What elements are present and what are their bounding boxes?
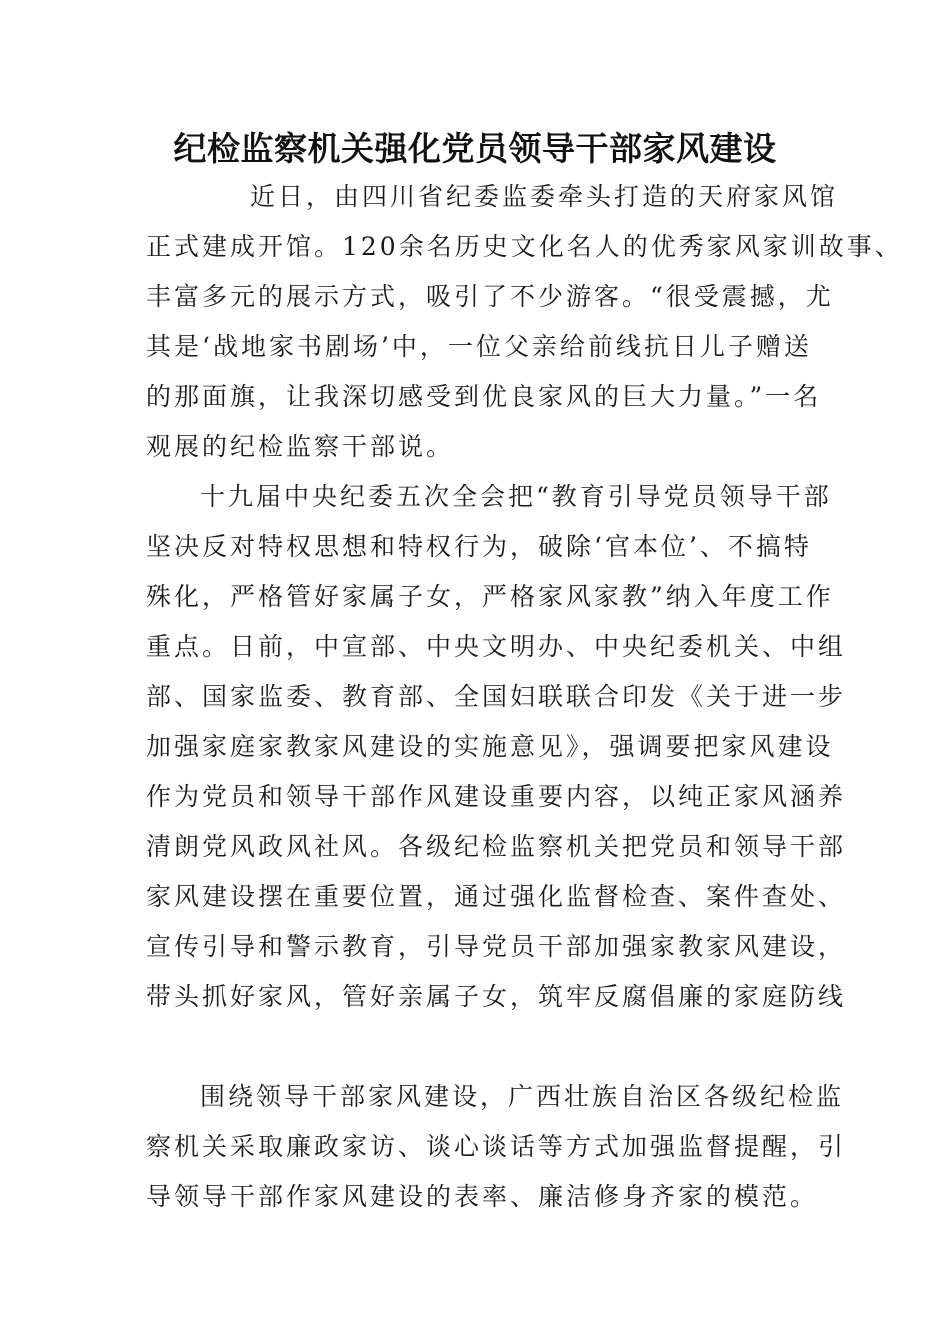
paragraph-line: 重点。日前，中宣部、中央文明办、中央纪委机关、中组 bbox=[146, 632, 847, 661]
paragraph-line: 加强家庭家教家风建设的实施意见》，强调要把家风建设 bbox=[146, 732, 834, 761]
paragraph-line: 其是‘战地家书剧场’中，一位父亲给前线抗日儿子赠送 bbox=[146, 332, 812, 361]
paragraph-line: 的那面旗，让我深切感受到优良家风的巨大力量。”一名 bbox=[146, 382, 822, 411]
paragraph-line: 坚决反对特权思想和特权行为，破除‘官本位’、不搞特 bbox=[146, 532, 812, 561]
paragraph-line: 围绕领导干部家风建设，广西壮族自治区各级纪检监 bbox=[200, 1082, 845, 1111]
paragraph-line: 十九届中央纪委五次全会把“教育引导党员领导干部 bbox=[200, 482, 832, 511]
paragraph-line: 部、国家监委、教育部、全国妇联联合印发《关于进一步 bbox=[146, 682, 847, 711]
paragraph-line: 殊化，严格管好家属子女，严格家风家教”纳入年度工作 bbox=[146, 582, 834, 611]
paragraph-line: 宣传引导和警示教育，引导党员干部加强家教家风建设， bbox=[146, 932, 847, 961]
paragraph-line: 正式建成开馆。120余名历史文化名人的优秀家风家训故事、 bbox=[146, 232, 903, 261]
paragraph-line: 察机关采取廉政家访、谈心谈话等方式加强监督提醒，引 bbox=[146, 1132, 847, 1161]
paragraph-line: 带头抓好家风，管好亲属子女，筑牢反腐倡廉的家庭防线 bbox=[146, 982, 847, 1011]
paragraph-line: 观展的纪检监察干部说。 bbox=[146, 432, 455, 461]
document-title: 纪检监察机关强化党员领导干部家风建设 bbox=[173, 129, 777, 168]
paragraph-line: 清朗党风政风社风。各级纪检监察机关把党员和领导干部 bbox=[146, 832, 847, 861]
paragraph-line: 家风建设摆在重要位置，通过强化监督检查、案件查处、 bbox=[146, 882, 847, 911]
paragraph-line: 近日，由四川省纪委监委牵头打造的天府家风馆 bbox=[250, 182, 839, 211]
paragraph-line: 导领导干部作家风建设的表率、廉洁修身齐家的模范。 bbox=[146, 1182, 819, 1211]
paragraph-line: 作为党员和领导干部作风建设重要内容，以纯正家风涵养 bbox=[146, 782, 847, 811]
paragraph-line: 丰富多元的展示方式，吸引了不少游客。“很受震撼，尤 bbox=[146, 282, 834, 311]
